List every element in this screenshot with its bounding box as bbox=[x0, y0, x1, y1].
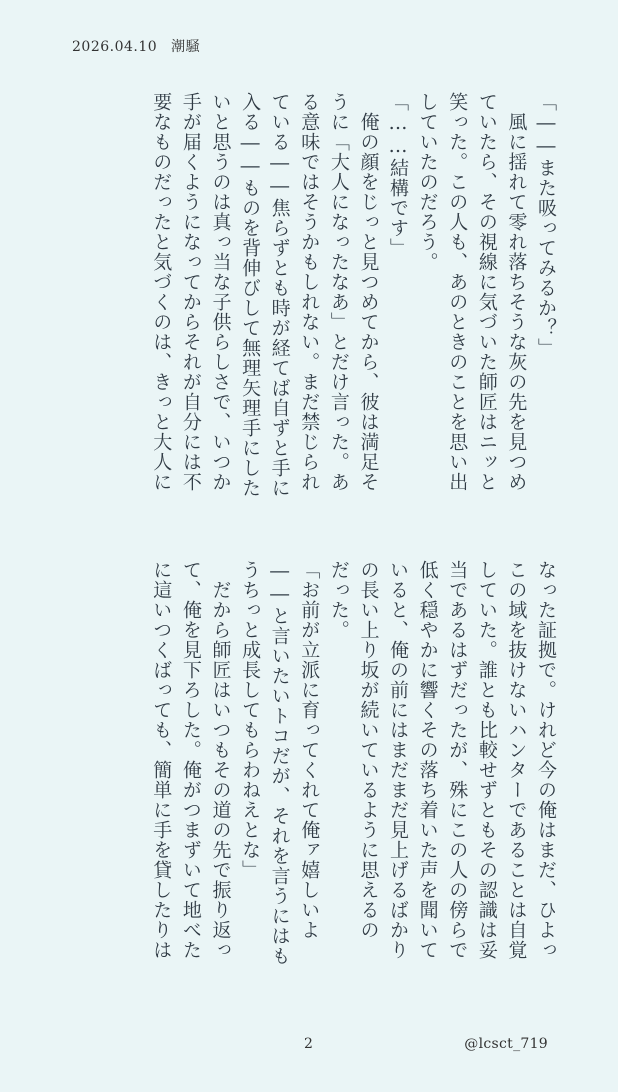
text-line: 要なものだったと気づくのは、きっと大人に bbox=[150, 92, 173, 492]
page-number: 2 bbox=[304, 1036, 313, 1052]
chapter-title: 潮騒 bbox=[171, 39, 201, 55]
text-line: て、俺を見下ろした。俺がつまずいて地べた bbox=[179, 560, 202, 960]
text-line: 笑った。この人も、あのときのことを思い出 bbox=[446, 92, 469, 492]
text-line: していたのだろう。 bbox=[416, 92, 439, 272]
text-line: 低く穏やかに響くその落ち着いた声を聞いて bbox=[416, 560, 439, 960]
text-line: 風に揺れて零れ落ちそうな灰の先を見つめ bbox=[505, 92, 528, 492]
text-line: だった。 bbox=[327, 560, 350, 640]
text-line: ていたら、その視線に気づいた師匠はニッと bbox=[475, 92, 498, 492]
text-line: 俺の顔をじっと見つめてから、彼は満足そ bbox=[357, 92, 380, 492]
text-line: 当であるはずだったが、殊にこの人の傍らで bbox=[446, 560, 469, 960]
text-line: 手が届くようになってからそれが自分には不 bbox=[179, 92, 202, 492]
date-label: 2026.04.10 bbox=[72, 39, 158, 55]
text-line: うに「大人になったなあ」とだけ言った。あ bbox=[327, 92, 350, 492]
text-line: いると、俺の前にはまだまだ見上げるばかり bbox=[387, 560, 410, 960]
text-line: ている――焦らずとも時が経てば自ずと手に bbox=[268, 92, 291, 498]
text-line: 「お前が立派に育ってくれて俺ァ嬉しいよ bbox=[298, 560, 321, 940]
text-line: ――と言いたいトコだが、それを言うにはも bbox=[268, 560, 291, 966]
text-line: 入る――ものを背伸びして無理矢理手にした bbox=[239, 92, 262, 498]
text-line: この域を抜けないハンターであることは自覚 bbox=[505, 560, 528, 960]
text-line: うちっと成長してもらわねえとな」 bbox=[239, 560, 262, 880]
text-line: の長い上り坂が続いているように思えるの bbox=[357, 560, 380, 940]
text-line: していた。誰とも比較せずともその認識は妥 bbox=[475, 560, 498, 960]
upper-text-block bbox=[70, 92, 560, 522]
text-line: る意味ではそうかもしれない。まだ禁じられ bbox=[298, 92, 321, 492]
page-header bbox=[72, 36, 200, 56]
lower-text-block bbox=[70, 560, 560, 990]
text-line: に這いつくばっても、簡単に手を貸したりは bbox=[150, 560, 173, 960]
author-handle: @lcsct_719 bbox=[464, 1036, 548, 1052]
text-line: いと思うのは真っ当な子供らしさで、いつか bbox=[209, 92, 232, 492]
text-line: 「――また吸ってみるか？」 bbox=[535, 92, 557, 358]
text-line: なった証拠で。けれど今の俺はまだ、ひよっ bbox=[535, 560, 557, 960]
text-line: だから師匠はいつもその道の先で振り返っ bbox=[209, 560, 232, 960]
text-line: 「……結構です」 bbox=[387, 92, 410, 258]
